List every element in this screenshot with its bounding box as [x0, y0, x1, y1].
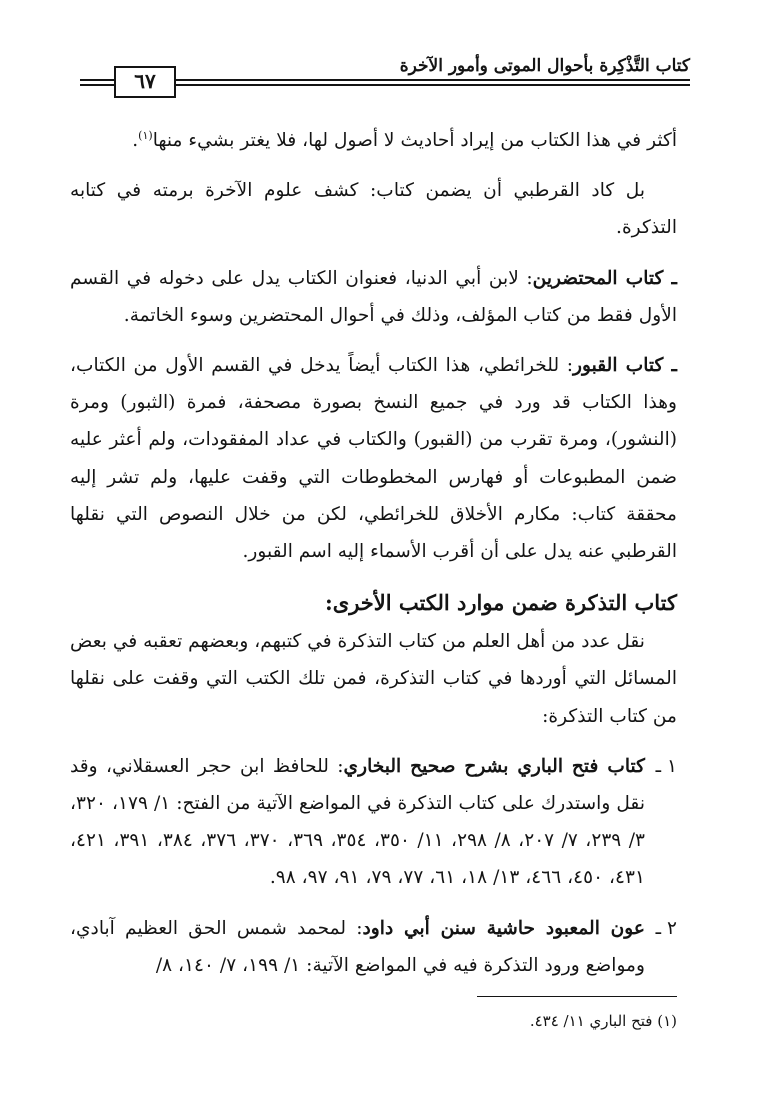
paragraph-4-text: : للخرائطي، هذا الكتاب أيضاً يدخل في القسم الأول من الكتاب، وهذا الكتاب قد ورد في جميع النسخ بصورة مصحفة، فمرة (الثبور) ومرة (النشور)، ومرة تقرب من (القبور) والكتاب في عداد المفقودات، ولم أعثر عليه ضمن المطبوعات أو فهارس المخطوطات التي وقفت عليها، ولم تشر إليه محققة كتاب: مكارم الأخلاق للخرائطي، لكن من خلال النصوص التي نقلها القرطبي عنه يدل على أن أقرب الأسماء إليه اسم القبور.: [70, 355, 677, 563]
list-item-number: ١ ـ: [655, 755, 677, 777]
paragraph-1-text: أكثر في هذا الكتاب من إيراد أحاديث لا أصول لها، فلا يغتر بشيء منها: [152, 130, 677, 151]
paragraph-4-lead: ـ كتاب القبور: [573, 355, 677, 377]
list-item: [70, 910, 677, 984]
paragraph-1: [70, 122, 677, 159]
paragraph-3-lead: ـ كتاب المحتضرين: [532, 267, 677, 289]
list-item: [70, 748, 677, 897]
footnote-separator: [477, 996, 677, 997]
main-text: [70, 122, 677, 984]
paragraph-3-text: : لابن أبي الدنيا، فعنوان الكتاب يدل على دخوله في القسم الأول فقط من كتاب المؤلف، وذلك في أحوال المحتضرين وسوء الخاتمة.: [70, 267, 677, 326]
page-header: [80, 52, 690, 102]
paragraph-3: [70, 260, 677, 334]
list-item-text: : للحافظ ابن حجر العسقلاني، وقد نقل واستدرك على كتاب التذكرة في المواضع الآتية من الفتح: ١/ ١٧٩، ٣٢٠، ٣/ ٢٣٩، ٧/ ٢٠٧، ٨/ ٢٩٨، ١١/ ٣٥٠، ٣٥٤، ٣٦٩، ٣٧٠، ٣٧٦، ٣٨٤، ٣٩١، ٤٢١، ٤٣١، ٤٥٠، ٤٦٦، ١٣/ ١٨، ٦١، ٧٧، ٧٩، ٩١، ٩٧، ٩٨.: [70, 755, 645, 889]
running-title: كتاب التَّذْكِرة بأحوال الموتى وأمور الآخرة: [399, 56, 690, 76]
footnote-ref[interactable]: (١): [138, 128, 153, 142]
section-intro: نقل عدد من أهل العلم من كتاب التذكرة في كتبهم، وبعضهم تعقبه في بعض المسائل التي أوردها في كتاب التذكرة، فمن تلك الكتب التي وقفت على نقلها من كتاب التذكرة:: [70, 631, 677, 727]
page-number: ٦٧: [114, 66, 176, 98]
paragraph-4: [70, 347, 677, 570]
paragraph-2: بل كاد القرطبي أن يضمن كتاب: كشف علوم الآخرة برمته في كتابه التذكرة.: [70, 180, 677, 239]
list-item-title: كتاب فتح الباري بشرح صحيح البخاري: [343, 755, 645, 777]
paragraph-1-end: .: [132, 130, 139, 151]
section-heading: كتاب التذكرة ضمن موارد الكتب الأخرى:: [325, 590, 677, 616]
list-item-number: ٢ ـ: [655, 917, 677, 939]
list-item-title: عون المعبود حاشية سنن أبي داود: [362, 917, 645, 939]
footnote: (١) فتح الباري ١١/ ٤٣٤.: [529, 1012, 677, 1030]
list-item-text: : لمحمد شمس الحق العظيم آبادي، ومواضع ورود التذكرة فيه في المواضع الآتية: ١/ ١٩٩، ٧/ ١٤٠، ٨/: [70, 917, 645, 976]
